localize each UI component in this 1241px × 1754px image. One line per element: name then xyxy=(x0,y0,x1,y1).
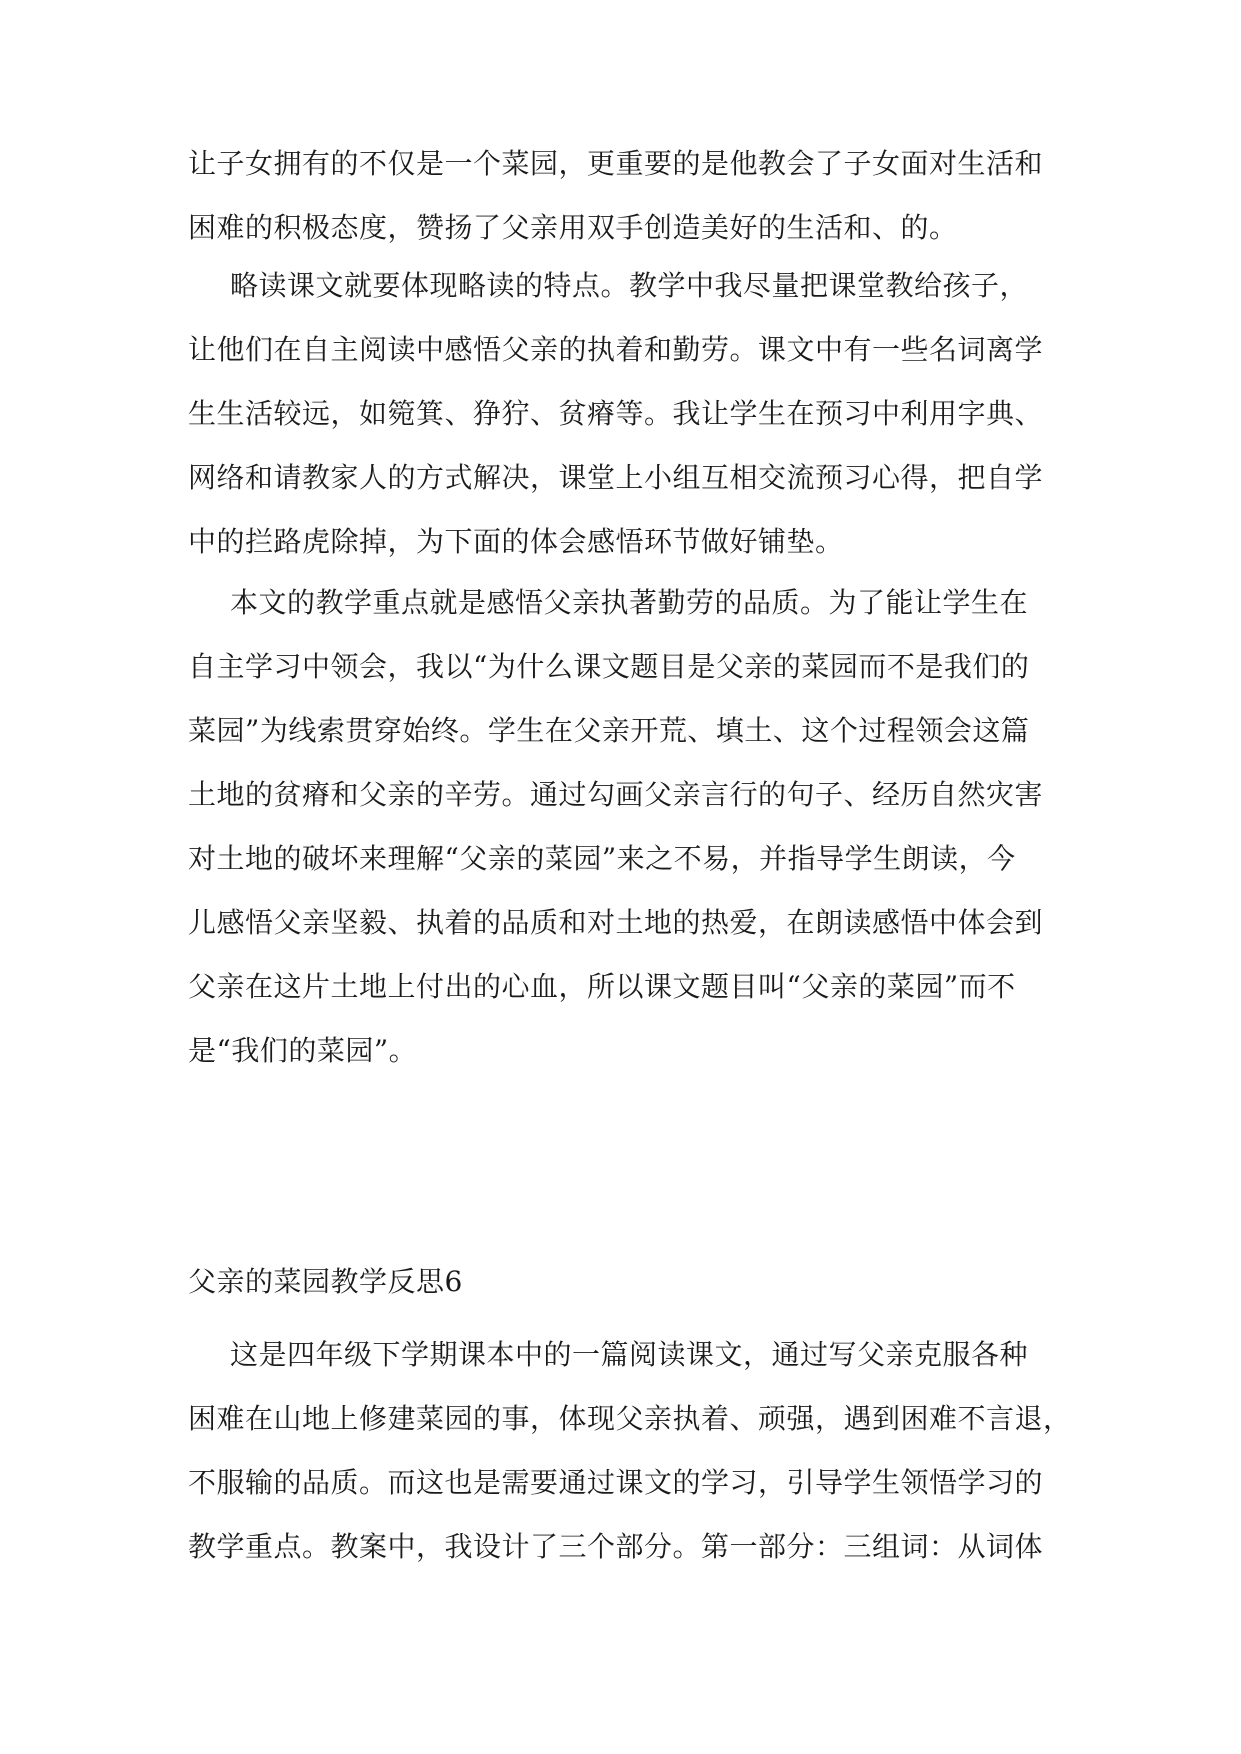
text-line: 困难在山地上修建菜园的事，体现父亲执着、顽强，遇到困难不言退， xyxy=(188,1402,1072,1435)
paragraph-3 xyxy=(188,571,1058,1083)
text-line: 网络和请教家人的方式解决，课堂上小组互相交流预习心得，把自学 xyxy=(188,461,1044,494)
text-line: 本文的教学重点就是感悟父亲执著勤劳的品质。为了能让学生在 xyxy=(230,586,1029,619)
paragraph-1 xyxy=(188,132,1058,260)
text-line: 这是四年级下学期课本中的一篇阅读课文，通过写父亲克服各种 xyxy=(230,1338,1029,1371)
text-line: 中的拦路虎除掉，为下面的体会感悟环节做好铺垫。 xyxy=(188,525,844,558)
text-line: 不服输的品质。而这也是需要通过课文的学习，引导学生领悟学习的 xyxy=(188,1466,1044,1499)
text-line: 自主学习中领会，我以“为什么课文题目是父亲的菜园而不是我们的 xyxy=(188,650,1030,683)
paragraph-2 xyxy=(188,254,1058,574)
text-line: 困难的积极态度，赞扬了父亲用双手创造美好的生活和、的。 xyxy=(188,211,958,244)
section-heading: 父亲的菜园教学反思6 xyxy=(188,1265,463,1298)
text-line: 对土地的破坏来理解“父亲的菜园”来之不易，并指导学生朗读，今 xyxy=(188,842,1016,875)
text-line: 教学重点。教案中，我设计了三个部分。第一部分：三组词：从词体 xyxy=(188,1530,1044,1563)
paragraph-4 xyxy=(188,1323,1072,1579)
text-line: 菜园”为线索贯穿始终。学生在父亲开荒、填土、这个过程领会这篇 xyxy=(188,714,1030,747)
text-line: 是“我们的菜园”。 xyxy=(188,1034,418,1067)
text-line: 生生活较远，如箢箕、狰狞、贫瘠等。我让学生在预习中利用字典、 xyxy=(188,397,1044,430)
section-heading-block xyxy=(188,1250,1058,1314)
text-line: 让子女拥有的不仅是一个菜园，更重要的是他教会了子女面对生活和 xyxy=(188,147,1044,180)
text-line: 儿感悟父亲坚毅、执着的品质和对土地的热爱，在朗读感悟中体会到 xyxy=(188,906,1044,939)
text-line: 土地的贫瘠和父亲的辛劳。通过勾画父亲言行的句子、经历自然灾害 xyxy=(188,778,1044,811)
text-line: 父亲在这片土地上付出的心血，所以课文题目叫“父亲的菜园”而不 xyxy=(188,970,1016,1003)
text-line: 让他们在自主阅读中感悟父亲的执着和勤劳。课文中有一些名词离学 xyxy=(188,333,1044,366)
text-line: 略读课文就要体现略读的特点。教学中我尽量把课堂教给孩子， xyxy=(230,269,1029,302)
